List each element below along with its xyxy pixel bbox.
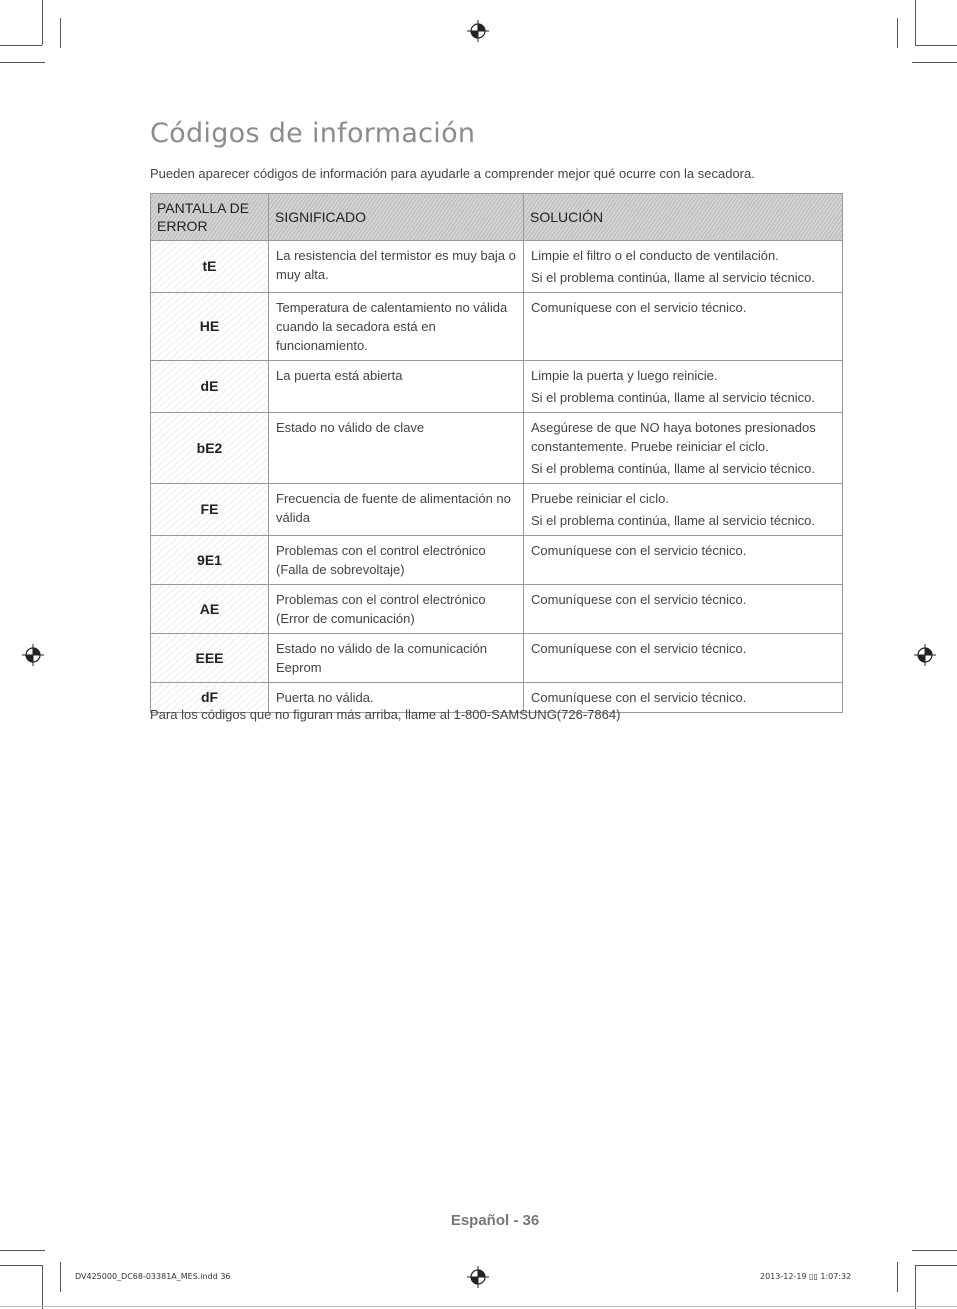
meaning-cell: Puerta no válida. xyxy=(269,683,524,713)
table-row xyxy=(151,536,843,585)
solution-line: Comuníquese con el servicio técnico. xyxy=(531,690,747,705)
registration-mark-icon xyxy=(467,20,489,42)
solution-line: Limpie el filtro o el conducto de ventilación. xyxy=(531,248,779,263)
table-row xyxy=(151,484,843,536)
crop-mark xyxy=(0,1250,45,1251)
crop-mark xyxy=(0,62,45,63)
solution-cell xyxy=(524,484,843,536)
header-error-display: PANTALLA DE ERROR xyxy=(151,194,269,241)
date-slug: 2013-12-19 ▯▯ 1:07:32 xyxy=(760,1272,852,1281)
solution-line: Si el problema continúa, llame al servicio técnico. xyxy=(531,270,815,285)
meaning-cell: Temperatura de calentamiento no válida cuando la secadora está en funcionamiento. xyxy=(269,293,524,361)
meaning-cell: Problemas con el control electrónico (Error de comunicación) xyxy=(269,585,524,634)
crop-mark xyxy=(915,0,916,45)
error-code: dF xyxy=(151,683,269,713)
solution-cell xyxy=(524,361,843,413)
meaning-cell: Estado no válido de clave xyxy=(269,413,524,484)
error-code: AE xyxy=(151,585,269,634)
error-code: HE xyxy=(151,293,269,361)
footnote: Para los códigos que no figuran más arriba, llame al 1-800-SAMSUNG(726-7864) xyxy=(150,707,621,722)
page-number: Español - 36 xyxy=(450,1212,540,1229)
crop-mark xyxy=(0,1265,42,1266)
crop-mark xyxy=(915,1265,957,1266)
solution-cell xyxy=(524,293,843,361)
page-title: Códigos de información xyxy=(150,118,476,149)
header-meaning: SIGNIFICADO xyxy=(269,194,524,241)
solution-line: Si el problema continúa, llame al servicio técnico. xyxy=(531,390,815,405)
intro-text: Pueden aparecer códigos de información para ayudarle a comprender mejor qué ocurre con la secadora. xyxy=(150,166,755,181)
table-row xyxy=(151,634,843,683)
solution-cell xyxy=(524,241,843,293)
solution-cell xyxy=(524,585,843,634)
solution-line: Limpie la puerta y luego reinicie. xyxy=(531,368,718,383)
table-row xyxy=(151,585,843,634)
crop-mark xyxy=(0,1306,957,1307)
error-code: tE xyxy=(151,241,269,293)
table-row xyxy=(151,361,843,413)
meaning-cell: Problemas con el control electrónico (Falla de sobrevoltaje) xyxy=(269,536,524,585)
file-slug: DV425000_DC68-03381A_MES.indd 36 xyxy=(75,1272,231,1281)
solution-line: Si el problema continúa, llame al servicio técnico. xyxy=(531,461,815,476)
error-code: FE xyxy=(151,484,269,536)
table-header-row xyxy=(151,194,843,241)
solution-line: Comuníquese con el servicio técnico. xyxy=(531,641,747,656)
info-codes-table xyxy=(150,193,843,713)
crop-mark xyxy=(60,1262,61,1292)
error-code: EEE xyxy=(151,634,269,683)
meaning-cell: La resistencia del termistor es muy baja o muy alta. xyxy=(269,241,524,293)
crop-mark xyxy=(915,45,957,46)
crop-mark xyxy=(42,0,43,45)
registration-mark-icon xyxy=(914,644,936,666)
crop-mark xyxy=(60,18,61,48)
solution-line: Comuníquese con el servicio técnico. xyxy=(531,300,747,315)
meaning-cell: Frecuencia de fuente de alimentación no válida xyxy=(269,484,524,536)
error-code: bE2 xyxy=(151,413,269,484)
solution-cell xyxy=(524,536,843,585)
crop-mark xyxy=(897,18,898,48)
crop-mark xyxy=(912,62,957,63)
error-code: dE xyxy=(151,361,269,413)
meaning-cell: Estado no válido de la comunicación Eeprom xyxy=(269,634,524,683)
solution-line: Asegúrese de que NO haya botones presionados constantemente. Pruebe reiniciar el ciclo. xyxy=(531,420,816,454)
meaning-cell: La puerta está abierta xyxy=(269,361,524,413)
crop-mark xyxy=(897,1262,898,1292)
crop-mark xyxy=(42,1265,43,1309)
registration-mark-icon xyxy=(467,1266,489,1288)
error-code: 9E1 xyxy=(151,536,269,585)
solution-line: Si el problema continúa, llame al servicio técnico. xyxy=(531,513,815,528)
solution-line: Pruebe reiniciar el ciclo. xyxy=(531,491,670,506)
table-row xyxy=(151,241,843,293)
solution-cell xyxy=(524,634,843,683)
registration-mark-icon xyxy=(22,644,44,666)
solution-line: Comuníquese con el servicio técnico. xyxy=(531,543,747,558)
header-solution: SOLUCIÓN xyxy=(524,194,843,241)
table-row xyxy=(151,413,843,484)
crop-mark xyxy=(0,45,42,46)
table-row xyxy=(151,293,843,361)
solution-line: Comuníquese con el servicio técnico. xyxy=(531,592,747,607)
crop-mark xyxy=(915,1265,916,1309)
crop-mark xyxy=(912,1250,957,1251)
solution-cell xyxy=(524,413,843,484)
